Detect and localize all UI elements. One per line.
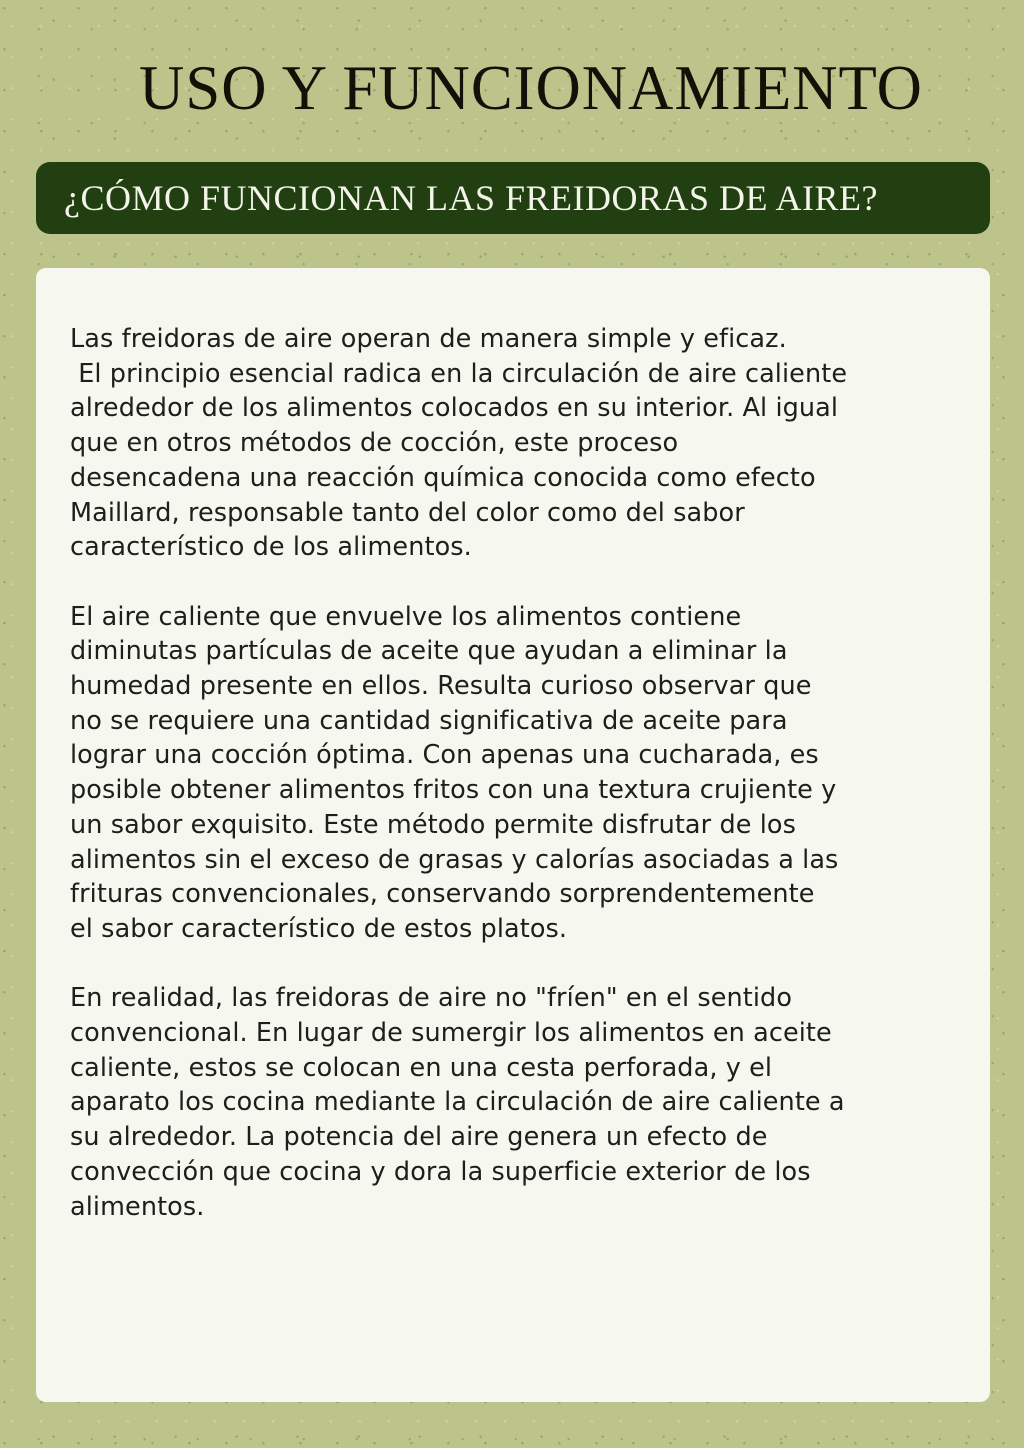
section-banner — [36, 162, 990, 234]
paragraph-convection — [70, 981, 956, 1224]
text-line: característico de los alimentos. — [70, 532, 472, 563]
text-line: desencadena una reacción química conocida como efecto — [70, 462, 816, 493]
text-line: convencional. En lugar de sumergir los alimentos en aceite — [70, 1018, 832, 1049]
text-line: alimentos sin el exceso de grasas y calorías asociadas a las — [70, 844, 839, 875]
text-line: El principio esencial radica en la circulación de aire caliente — [70, 358, 848, 389]
text-line: lograr una cocción óptima. Con apenas una cucharada, es — [70, 740, 819, 771]
text-line: su alrededor. La potencia del aire genera un efecto de — [70, 1122, 768, 1153]
section-heading: ¿CÓMO FUNCIONAN LAS FREIDORAS DE AIRE? — [64, 178, 879, 218]
text-line: alimentos. — [70, 1191, 205, 1222]
text-line: El aire caliente que envuelve los alimentos contiene — [70, 601, 742, 632]
paragraph-intro — [70, 322, 956, 565]
text-line: el sabor característico de estos platos. — [70, 913, 568, 944]
text-line: aparato los cocina mediante la circulación de aire caliente a — [70, 1087, 845, 1118]
text-line: caliente, estos se colocan en una cesta perforada, y el — [70, 1052, 773, 1083]
text-line: alrededor de los alimentos colocados en su interior. Al igual — [70, 393, 839, 424]
text-line: humedad presente en ellos. Resulta curioso observar que — [70, 671, 812, 702]
text-line: Las freidoras de aire operan de manera simple y eficaz. — [70, 324, 787, 354]
text-line: diminutas partículas de aceite que ayudan a eliminar la — [70, 636, 788, 667]
paragraph-hot-air — [70, 600, 956, 947]
text-line: frituras convencionales, conservando sorprendentemente — [70, 879, 815, 910]
text-line: En realidad, las freidoras de aire no "fríen" en el sentido — [70, 983, 793, 1014]
content-card — [36, 268, 990, 1402]
text-line: que en otros métodos de cocción, este proceso — [70, 428, 679, 459]
page-title: USO Y FUNCIONAMIENTO — [139, 52, 923, 123]
text-line: un sabor exquisito. Este método permite disfrutar de los — [70, 809, 796, 840]
text-line: Maillard, responsable tanto del color como del sabor — [70, 497, 745, 528]
text-line: no se requiere una cantidad significativa de aceite para — [70, 705, 788, 736]
text-line: posible obtener alimentos fritos con una textura crujiente y — [70, 775, 837, 806]
text-line: convección que cocina y dora la superficie exterior de los — [70, 1156, 811, 1187]
